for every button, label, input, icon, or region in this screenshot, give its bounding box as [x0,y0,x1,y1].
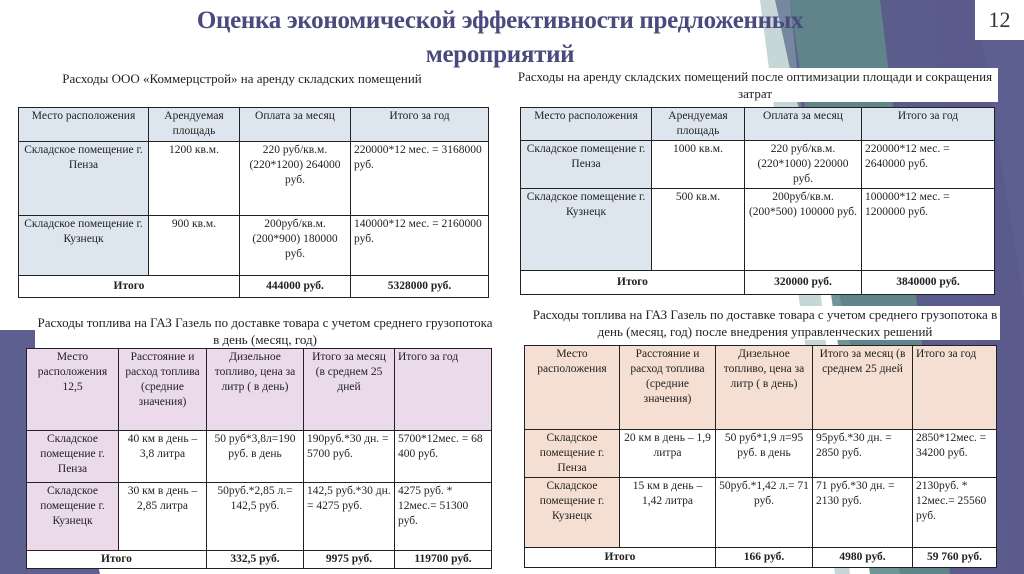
location-cell: Складское помещение г. Пенза [521,141,652,189]
table-row [27,483,492,551]
area-cell: 900 кв.м. [149,216,240,276]
header-cell: Оплата за месяц [745,108,862,141]
year-cell: 140000*12 мес. = 2160000 руб. [351,216,489,276]
fuel-after-table [524,345,997,568]
header-cell: Оплата за месяц [240,108,351,142]
year-cell: 4275 руб. * 12мес.= 51300 руб. [395,483,492,551]
table-row [521,189,995,271]
total-day: 332,5 руб. [207,551,304,569]
location-cell: Складское помещение г. Пенза [525,430,620,478]
month-cell: 200руб/кв.м. (200*500) 100000 руб. [745,189,862,271]
header-cell: Арендуемая площадь [652,108,745,141]
fuel-cell: 50руб.*1,42 л.= 71 руб. [716,478,813,548]
header-cell: Место расположения [19,108,149,142]
header-cell: Итого за год [862,108,995,141]
header-cell: Итого за год [913,346,997,430]
table-header-row [525,346,997,430]
fuel-after-caption: Расходы топлива на ГАЗ Газель по доставке товара с учетом среднего грузопотока в день (месяц, год) после внедрения управленческих решений [530,306,1000,340]
total-year: 3840000 руб. [862,271,995,295]
distance-cell: 15 км в день – 1,42 литра [620,478,716,548]
total-label: Итого [525,548,716,568]
total-row [19,276,489,298]
page-title: Оценка экономической эффективности предложенных мероприятий [196,7,804,68]
month-cell: 220 руб/кв.м. (220*1000) 220000 руб. [745,141,862,189]
total-year: 119700 руб. [395,551,492,569]
fuel-cell: 50 руб*1,9 л=95 руб. в день [716,430,813,478]
fuel-before-caption: Расходы топлива на ГАЗ Газель по доставке товара с учетом среднего грузопотока в день (месяц, год) [35,314,495,348]
area-cell: 1000 кв.м. [652,141,745,189]
total-row [521,271,995,295]
location-cell: Складское помещение г. Пенза [27,431,119,483]
distance-cell: 30 км в день – 2,85 литра [119,483,207,551]
area-cell: 1200 кв.м. [149,142,240,216]
rent-after-caption: Расходы на аренду складских помещений после оптимизации площади и сокращения затрат [512,68,998,102]
year-cell: 2850*12мес. = 34200 руб. [913,430,997,478]
year-cell: 220000*12 мес. = 2640000 руб. [862,141,995,189]
location-cell: Складское помещение г. Кузнецк [19,216,149,276]
month-cell: 200руб/кв.м. (200*900) 180000 руб. [240,216,351,276]
location-cell: Складское помещение г. Кузнецк [525,478,620,548]
header-cell: Расстояние и расход топлива (средние значения) [119,349,207,431]
total-month: 444000 руб. [240,276,351,298]
header-cell: Место расположения [521,108,652,141]
total-label: Итого [521,271,745,295]
table-row [525,430,997,478]
header-cell: Итого за месяц (в среднем 25 дней [304,349,395,431]
fuel-cell: 50руб.*2,85 л.= 142,5 руб. [207,483,304,551]
rent-after-table [520,107,995,295]
year-cell: 100000*12 мес. = 1200000 руб. [862,189,995,271]
total-row [525,548,997,568]
total-day: 166 руб. [716,548,813,568]
table-header-row [19,108,489,142]
location-cell: Складское помещение г. Кузнецк [27,483,119,551]
table-row [27,431,492,483]
total-month: 9975 руб. [304,551,395,569]
distance-cell: 40 км в день – 3,8 литра [119,431,207,483]
total-label: Итого [19,276,240,298]
rent-before-table [18,107,489,298]
year-cell: 2130руб. * 12мес.= 25560 руб. [913,478,997,548]
header-cell: Место расположения [525,346,620,430]
header-cell: Арендуемая площадь [149,108,240,142]
table-row [19,142,489,216]
page-number: 12 [975,0,1024,40]
total-row [27,551,492,569]
table-row [521,141,995,189]
fuel-before-table [26,348,492,569]
total-label: Итого [27,551,207,569]
header-cell: Дизельное топливо, цена за литр ( в день) [207,349,304,431]
month-cell: 95руб.*30 дн. = 2850 руб. [813,430,913,478]
header-cell: Итого за месяц (в среднем 25 дней [813,346,913,430]
total-month: 320000 руб. [745,271,862,295]
month-cell: 190руб.*30 дн. = 5700 руб. [304,431,395,483]
month-cell: 71 руб.*30 дн. = 2130 руб. [813,478,913,548]
year-cell: 220000*12 мес. = 3168000 руб. [351,142,489,216]
header-cell: Итого за год [395,349,492,431]
location-cell: Складское помещение г. Пенза [19,142,149,216]
month-cell: 142,5 руб.*30 дн. = 4275 руб. [304,483,395,551]
rent-before-caption: Расходы ООО «Коммерцстрой» на аренду складских помещений [22,70,462,87]
fuel-cell: 50 руб*3,8л=190 руб. в день [207,431,304,483]
header-cell: Итого за год [351,108,489,142]
header-cell: Расстояние и расход топлива (средние значения) [620,346,716,430]
table-row [525,478,997,548]
area-cell: 500 кв.м. [652,189,745,271]
total-year: 5328000 руб. [351,276,489,298]
month-cell: 220 руб/кв.м. (220*1200) 264000 руб. [240,142,351,216]
year-cell: 5700*12мес. = 68 400 руб. [395,431,492,483]
header-cell: Дизельное топливо, цена за литр ( в день) [716,346,813,430]
location-cell: Складское помещение г. Кузнецк [521,189,652,271]
header-cell: Место расположения 12,5 [27,349,119,431]
table-row [19,216,489,276]
total-month: 4980 руб. [813,548,913,568]
total-year: 59 760 руб. [913,548,997,568]
table-header-row [27,349,492,431]
table-header-row [521,108,995,141]
distance-cell: 20 км в день – 1,9 литра [620,430,716,478]
